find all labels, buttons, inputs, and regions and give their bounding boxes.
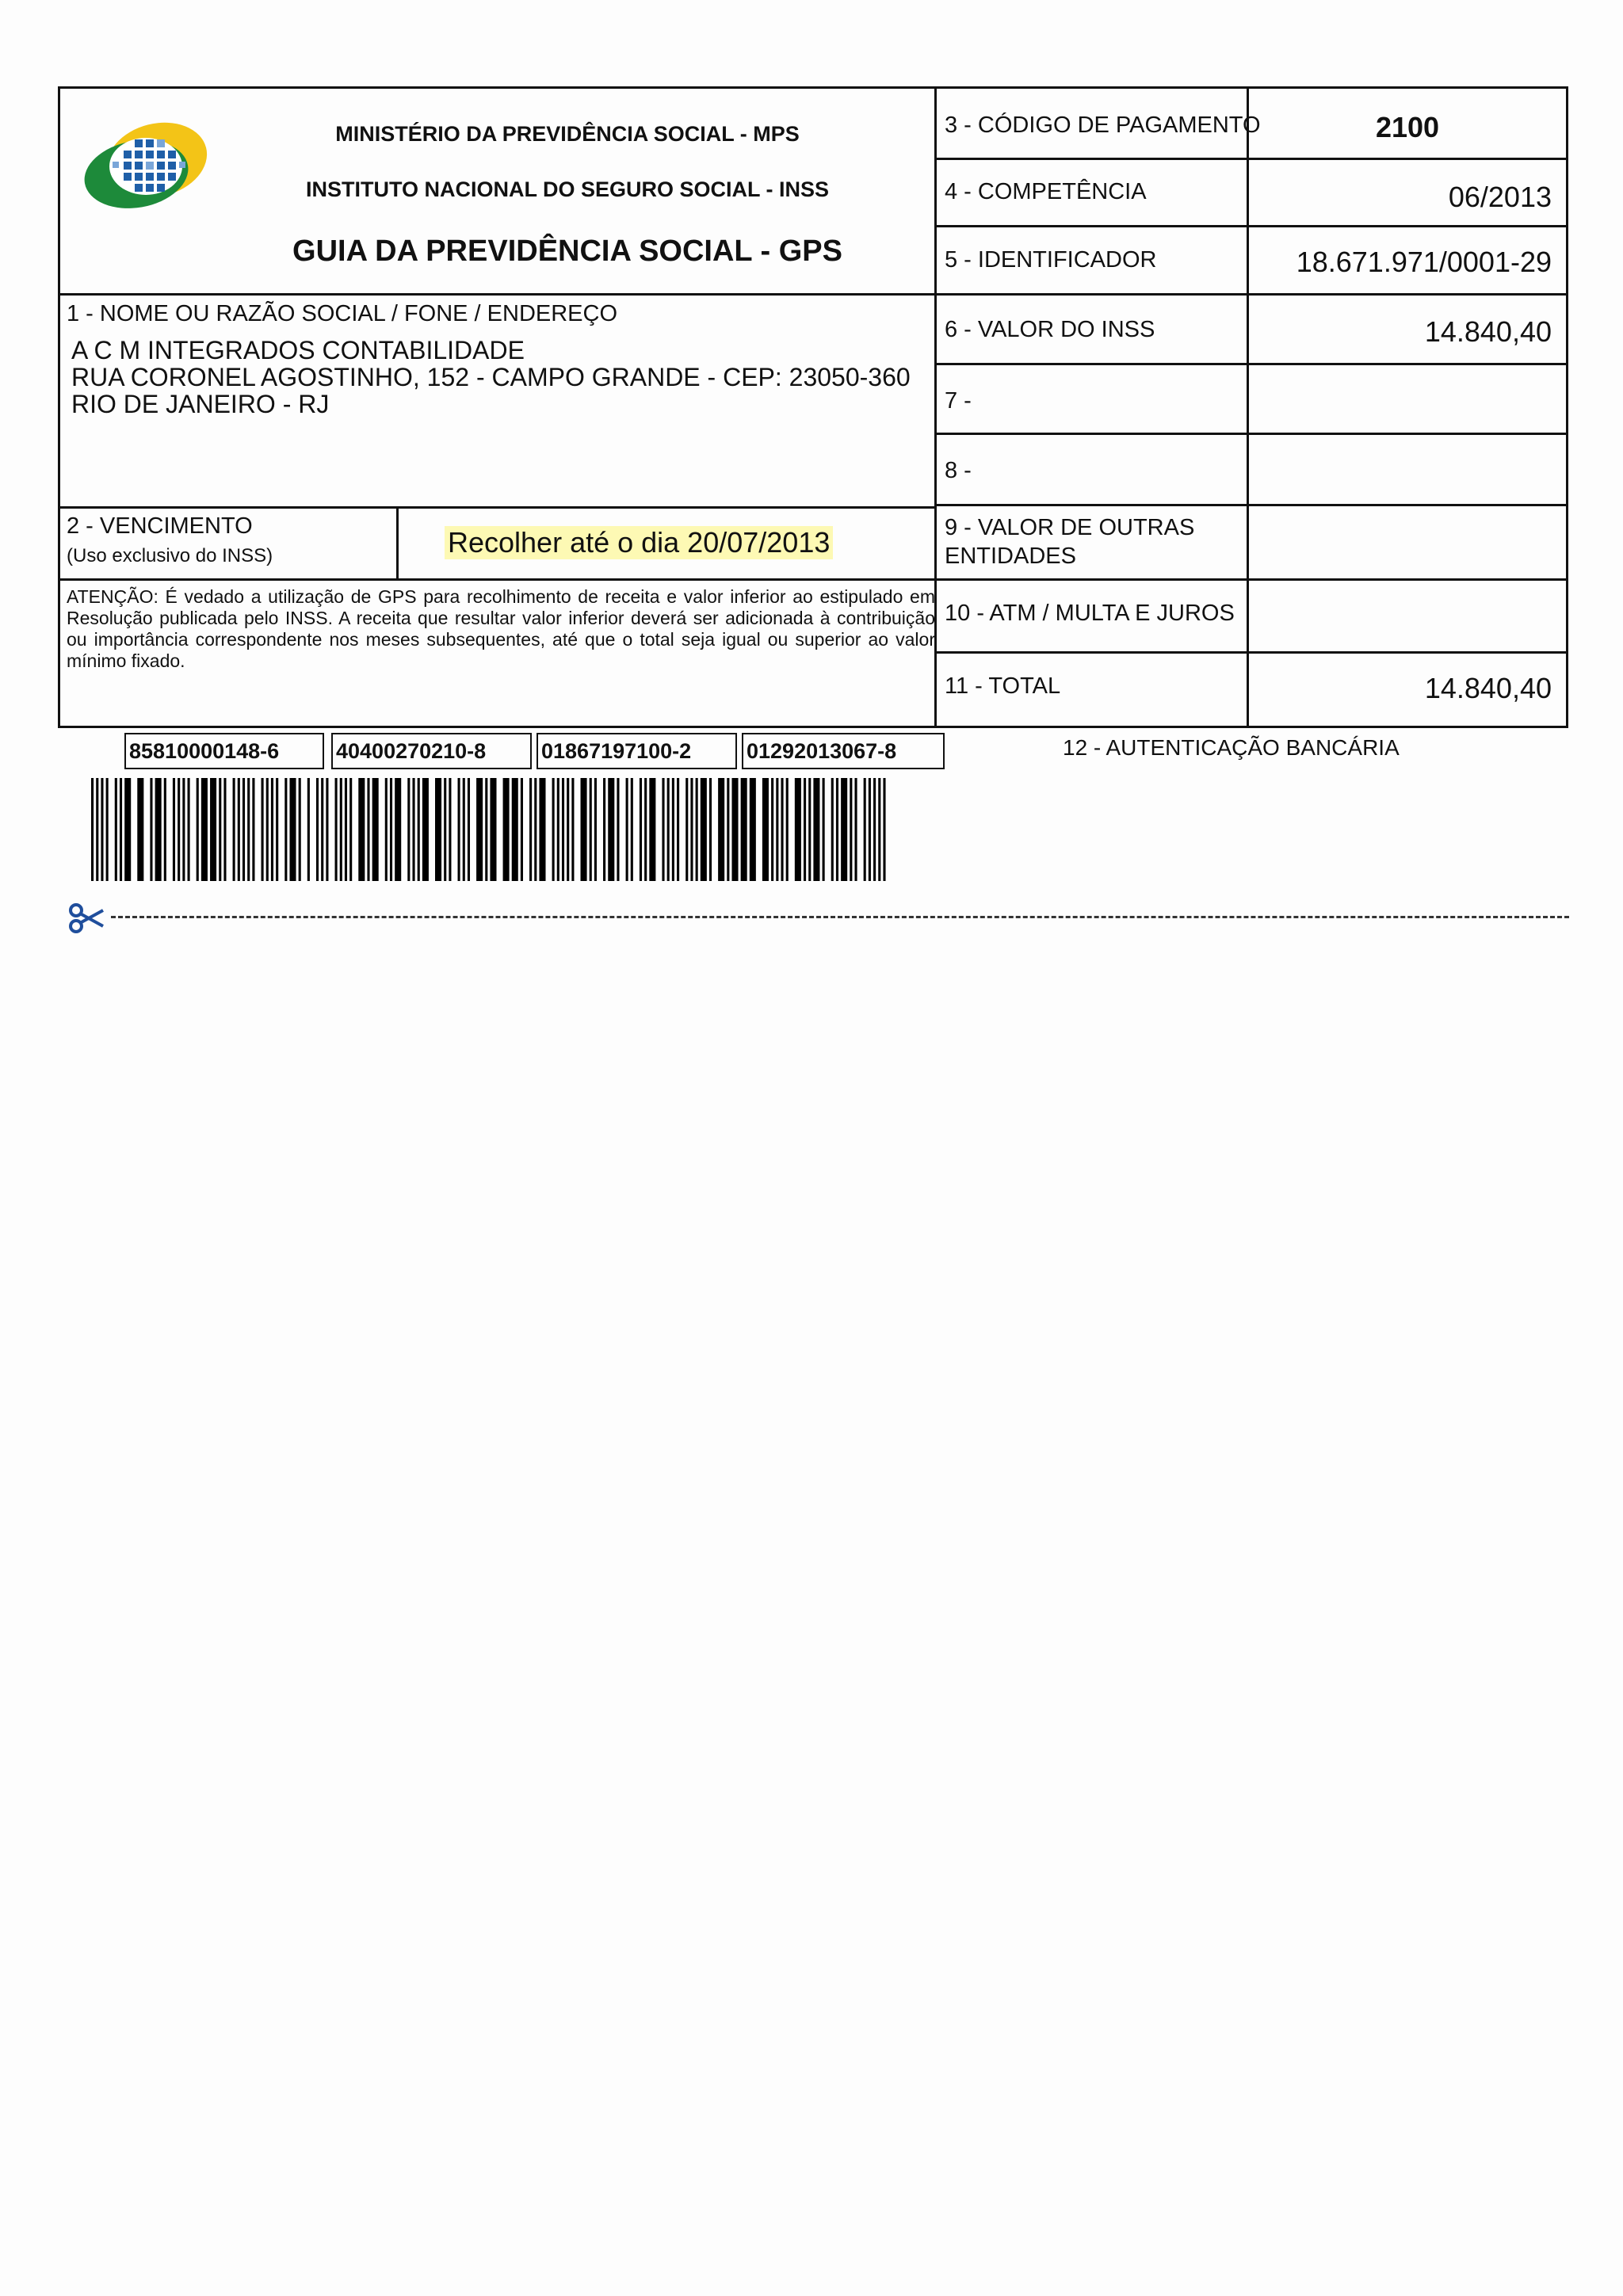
barcode-bar <box>631 778 633 881</box>
barcode-field-1: 85810000148-6 <box>124 733 324 769</box>
barcode-bar <box>238 778 240 881</box>
barcode-bar <box>321 778 323 881</box>
barcode-bar <box>594 778 597 881</box>
barcode-bar <box>458 778 460 881</box>
barcode-bar <box>709 778 712 881</box>
gps-form <box>58 86 1568 728</box>
divider <box>935 363 1566 365</box>
codigo-value: 2100 <box>1375 111 1440 143</box>
institute-heading: INSTITUTO NACIONAL DO SEGURO SOCIAL - INSS <box>305 177 830 201</box>
barcode <box>91 778 892 881</box>
barcode-bar <box>786 778 789 881</box>
divider <box>935 578 1566 581</box>
barcode-bar <box>804 778 806 881</box>
divider <box>935 651 1566 654</box>
barcode-bar <box>581 778 587 881</box>
payer-name: A C M INTEGRADOS CONTABILIDADE <box>71 336 525 364</box>
barcode-bar <box>567 778 569 881</box>
barcode-bar <box>696 778 698 881</box>
barcode-bar <box>841 778 847 881</box>
divider <box>396 506 399 579</box>
barcode-bar <box>276 778 278 881</box>
barcode-bar <box>407 778 410 881</box>
barcode-bar <box>762 778 769 881</box>
barcode-bar <box>521 778 523 881</box>
valor-inss-value: 14.840,40 <box>1424 315 1552 348</box>
barcode-bar <box>649 778 655 881</box>
barcode-bar <box>372 778 379 881</box>
barcode-bar <box>644 778 647 881</box>
due-sublabel: (Uso exclusivo do INSS) <box>67 545 273 566</box>
barcode-bar <box>883 778 885 881</box>
divider <box>935 225 1566 227</box>
barcode-bar <box>316 778 319 881</box>
identificador-label: 5 - IDENTIFICADOR <box>945 247 1157 273</box>
barcode-bar <box>727 778 729 881</box>
barcode-bar <box>539 778 545 881</box>
barcode-bar <box>468 778 470 881</box>
authentication-label: 12 - AUTENTICAÇÃO BANCÁRIA <box>1063 735 1400 760</box>
barcode-bar <box>776 778 778 881</box>
barcode-bar <box>124 778 131 881</box>
barcode-bar <box>873 778 876 881</box>
barcode-bar <box>449 778 451 881</box>
barcode-field-3: 01867197100-2 <box>537 733 737 769</box>
barcode-bar <box>367 778 369 881</box>
barcode-bar <box>197 778 199 881</box>
valor-inss-label: 6 - VALOR DO INSS <box>945 317 1155 342</box>
barcode-bar <box>247 778 250 881</box>
barcode-bar <box>741 778 747 881</box>
barcode-bar <box>485 778 487 881</box>
barcode-field-4: 01292013067-8 <box>742 733 945 769</box>
barcode-bar <box>262 778 264 881</box>
divider <box>935 504 1566 506</box>
total-label: 11 - TOTAL <box>945 673 1061 699</box>
payer-address: RUA CORONEL AGOSTINHO, 152 - CAMPO GRANDE - CEP: 23050-360 <box>71 363 911 391</box>
barcode-bar <box>562 778 564 881</box>
barcode-bar <box>808 778 811 881</box>
barcode-bar <box>120 778 122 881</box>
barcode-bar <box>385 778 388 881</box>
barcode-bar <box>831 778 834 881</box>
barcode-bar <box>252 778 254 881</box>
barcode-bar <box>750 778 756 881</box>
barcode-bar <box>850 778 852 881</box>
barcode-bar <box>188 778 190 881</box>
barcode-bar <box>823 778 825 881</box>
barcode-bar <box>285 778 287 881</box>
barcode-bar <box>503 778 510 881</box>
outras-label-line2: ENTIDADES <box>945 543 1076 569</box>
barcode-bar <box>557 778 559 881</box>
divider <box>935 433 1566 435</box>
barcode-bar <box>677 778 679 881</box>
barcode-field-2: 40400270210-8 <box>331 733 532 769</box>
payer-city: RIO DE JANEIRO - RJ <box>71 390 330 418</box>
total-value: 14.840,40 <box>1424 672 1552 704</box>
barcode-bar <box>771 778 773 881</box>
scissors-icon <box>68 902 105 934</box>
barcode-bar <box>271 778 273 881</box>
barcode-bar <box>690 778 693 881</box>
barcode-bar <box>662 778 664 881</box>
barcode-bar <box>155 778 162 881</box>
codigo-label: 3 - CÓDIGO DE PAGAMENTO <box>945 113 1261 138</box>
barcode-bar <box>242 778 245 881</box>
barcode-bar <box>529 778 532 881</box>
barcode-bar <box>101 778 103 881</box>
barcode-bar <box>390 778 392 881</box>
barcode-bar <box>137 778 143 881</box>
competencia-label: 4 - COMPETÊNCIA <box>945 179 1147 204</box>
barcode-bar <box>667 778 670 881</box>
due-label: 2 - VENCIMENTO <box>67 513 253 539</box>
barcode-bar <box>349 778 352 881</box>
barcode-bar <box>795 778 801 881</box>
cut-line <box>111 916 1569 918</box>
barcode-bar <box>358 778 365 881</box>
barcode-bar <box>435 778 441 881</box>
barcode-bar <box>626 778 628 881</box>
barcode-bar <box>326 778 328 881</box>
identificador-value: 18.671.971/0001-29 <box>1296 246 1552 278</box>
barcode-bar <box>781 778 783 881</box>
barcode-bar <box>869 778 871 881</box>
attention-notice: ATENÇÃO: É vedado a utilização de GPS para recolhimento de receita e valor inferior ao estipulado em Resolução publicada pelo INSS. A receita que resultar valor inferior deverá ser adicionada à contribuição ou importância correspondente nos meses subsequentes, até que o total seja igual ou superior ao valor mínimo fixado. <box>67 586 935 671</box>
barcode-bar <box>608 778 614 881</box>
barcode-bar <box>836 778 838 881</box>
barcode-bar <box>395 778 401 881</box>
barcode-bar <box>299 778 301 881</box>
page-title: GUIA DA PREVIDÊNCIA SOCIAL - GPS <box>292 235 842 268</box>
divider <box>60 578 935 581</box>
competencia-value: 06/2013 <box>1448 181 1552 213</box>
barcode-bar <box>718 778 724 881</box>
barcode-bar <box>164 778 166 881</box>
barcode-bar <box>201 778 208 881</box>
barcode-bar <box>672 778 674 881</box>
barcode-bar <box>463 778 465 881</box>
barcode-bar <box>219 778 221 881</box>
due-value: Recolher até o dia 20/07/2013 <box>445 526 833 559</box>
outras-label-line1: 9 - VALOR DE OUTRAS <box>945 515 1195 540</box>
barcode-bar <box>854 778 857 881</box>
barcode-bar <box>210 778 216 881</box>
barcode-bar <box>534 778 537 881</box>
barcode-bar <box>571 778 574 881</box>
divider <box>935 293 1566 296</box>
barcode-bar <box>335 778 338 881</box>
barcode-bar <box>266 778 269 881</box>
divider <box>935 158 1566 160</box>
field-8-label: 8 - <box>945 458 972 483</box>
barcode-bar <box>552 778 555 881</box>
barcode-bar <box>150 778 152 881</box>
ministry-heading: MINISTÉRIO DA PREVIDÊNCIA SOCIAL - MPS <box>335 122 800 146</box>
barcode-bar <box>640 778 642 881</box>
barcode-bar <box>345 778 347 881</box>
barcode-bar <box>512 778 518 881</box>
barcode-bar <box>444 778 446 881</box>
barcode-bar <box>340 778 342 881</box>
barcode-bar <box>223 778 226 881</box>
barcode-bar <box>233 778 235 881</box>
barcode-bar <box>96 778 98 881</box>
barcode-bar <box>307 778 310 881</box>
field-7-label: 7 - <box>945 388 972 414</box>
barcode-bar <box>289 778 296 881</box>
barcode-bar <box>476 778 483 881</box>
barcode-bar <box>178 778 180 881</box>
payer-label: 1 - NOME OU RAZÃO SOCIAL / FONE / ENDEREÇO <box>67 301 618 326</box>
barcode-bar <box>685 778 688 881</box>
barcode-bar <box>617 778 619 881</box>
barcode-bar <box>106 778 109 881</box>
divider <box>60 293 935 296</box>
barcode-bar <box>418 778 420 881</box>
barcode-bar <box>173 778 175 881</box>
divider <box>60 506 935 509</box>
barcode-bar <box>603 778 605 881</box>
barcode-bar <box>490 778 496 881</box>
barcode-bar <box>422 778 429 881</box>
inss-logo-icon <box>79 119 212 211</box>
barcode-bar <box>813 778 819 881</box>
barcode-bar <box>731 778 738 881</box>
barcode-bar <box>115 778 117 881</box>
barcode-bar <box>412 778 414 881</box>
barcode-bar <box>701 778 707 881</box>
barcode-bar <box>878 778 880 881</box>
barcode-bar <box>590 778 592 881</box>
barcode-bar <box>864 778 866 881</box>
barcode-bar <box>91 778 94 881</box>
atm-label: 10 - ATM / MULTA E JUROS <box>945 601 1235 626</box>
barcode-bar <box>182 778 185 881</box>
